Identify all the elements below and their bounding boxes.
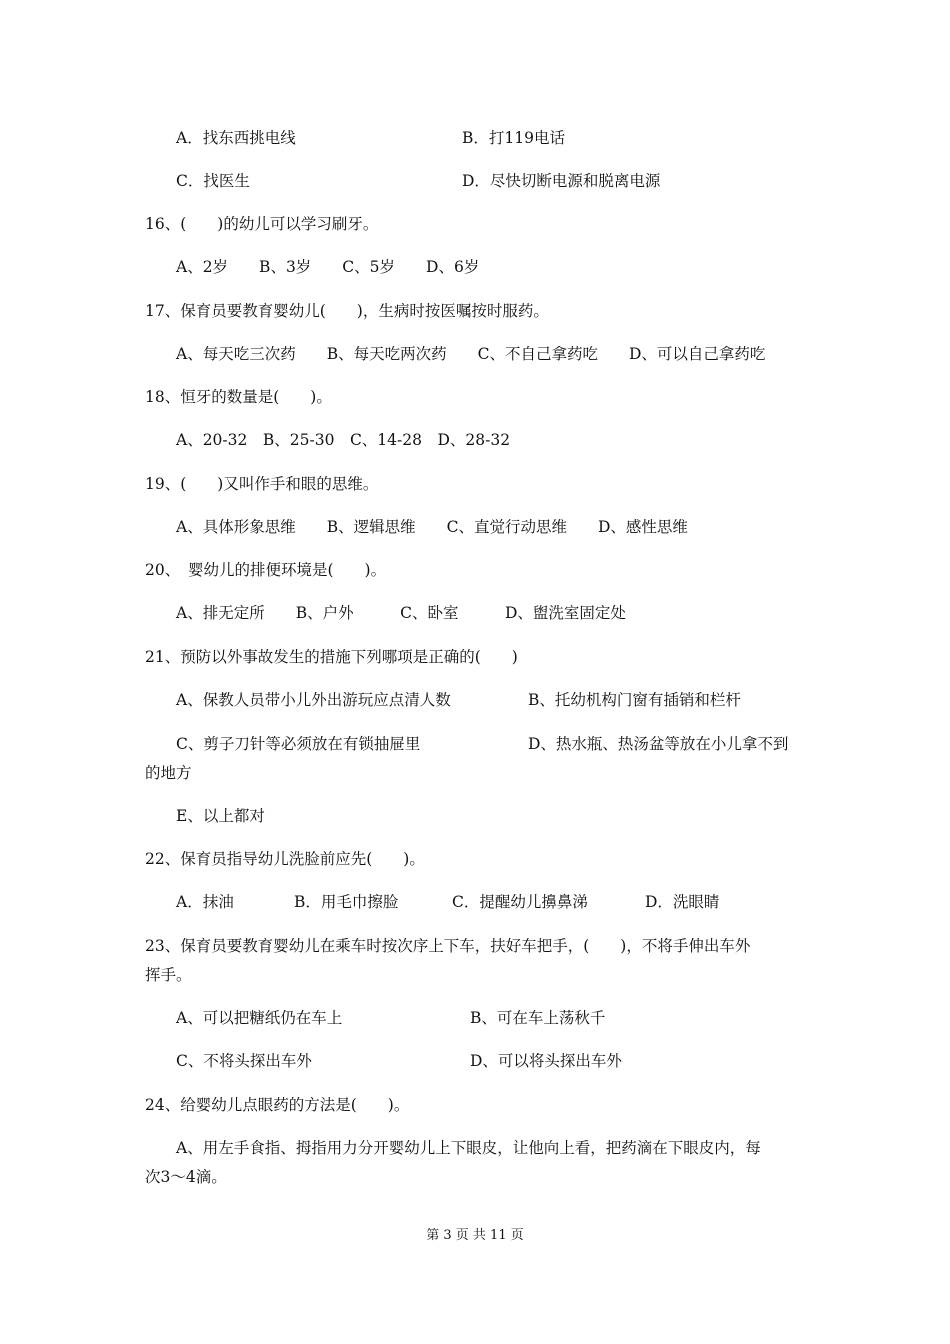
- q23-option-d: D、可以将头探出车外: [470, 1052, 622, 1070]
- q21-option-a: A、保教人员带小儿外出游玩应点清人数: [176, 691, 451, 709]
- q22-option-c: C．提醒幼儿擤鼻涕: [452, 893, 588, 911]
- q24-option-a: A、用左手食指、拇指用力分开婴幼儿上下眼皮，让他向上看，把药滴在下眼皮内，每: [176, 1139, 761, 1157]
- q15-option-b: B．打119电话: [462, 129, 565, 147]
- q24-option-a-continued: 次3～4滴。: [145, 1168, 227, 1186]
- q18-options: A、20-32 B、25-30 C、14-28 D、28-32: [176, 431, 511, 449]
- q21-option-d: D、热水瓶、热汤盆等放在小儿拿不到: [528, 735, 789, 753]
- q24-stem: 24、给婴幼儿点眼药的方法是( )。: [145, 1096, 410, 1114]
- q15-option-a: A．找东西挑电线: [176, 129, 296, 147]
- q21-option-b: B、托幼机构门窗有插销和栏杆: [528, 691, 741, 709]
- q16-stem: 16、( )的幼儿可以学习刷牙。: [145, 215, 379, 233]
- q16-options: A、2岁 B、3岁 C、5岁 D、6岁: [176, 258, 480, 276]
- q23-stem-continued: 挥手。: [145, 966, 192, 984]
- q23-option-a: A、可以把糖纸仍在车上: [176, 1009, 343, 1027]
- q19-stem: 19、( )又叫作手和眼的思维。: [145, 475, 379, 493]
- q20-stem: 20、 婴幼儿的排便环境是( )。: [145, 561, 387, 579]
- q21-stem: 21、预防以外事故发生的措施下列哪项是正确的( ): [145, 648, 518, 666]
- q15-option-d: D．尽快切断电源和脱离电源: [462, 172, 661, 190]
- q22-stem: 22、保育员指导幼儿洗脸前应先( )。: [145, 850, 425, 868]
- q22-option-b: B．用毛巾擦脸: [294, 893, 399, 911]
- q22-option-d: D．洗眼睛: [645, 893, 720, 911]
- q18-stem: 18、恒牙的数量是( )。: [145, 388, 332, 406]
- q17-options: A、每天吃三次药 B、每天吃两次药 C、不自己拿药吃 D、可以自己拿药吃: [176, 345, 766, 363]
- q21-option-e: E、以上都对: [176, 807, 265, 825]
- q17-stem: 17、保育员要教育婴幼儿( )，生病时按医嘱按时服药。: [145, 302, 549, 320]
- q23-option-c: C、不将头探出车外: [176, 1052, 312, 1070]
- q15-option-c: C．找医生: [176, 172, 250, 190]
- q22-option-a: A．抹油: [176, 893, 234, 911]
- q20-options: A、排无定所 B、户外 C、卧室 D、盥洗室固定处: [176, 604, 626, 622]
- q19-options: A、具体形象思维 B、逻辑思维 C、直觉行动思维 D、感性思维: [176, 518, 688, 536]
- q21-option-c: C、剪子刀针等必须放在有锁抽屉里: [176, 735, 421, 753]
- q23-stem: 23、保育员要教育婴幼儿在乘车时按次序上下车，扶好车把手，( )，不将手伸出车外: [145, 937, 751, 955]
- page-number-footer: 第 3 页 共 11 页: [426, 1228, 524, 1243]
- q23-option-b: B、可在车上荡秋千: [470, 1009, 606, 1027]
- q21-option-d-continued: 的地方: [145, 764, 192, 782]
